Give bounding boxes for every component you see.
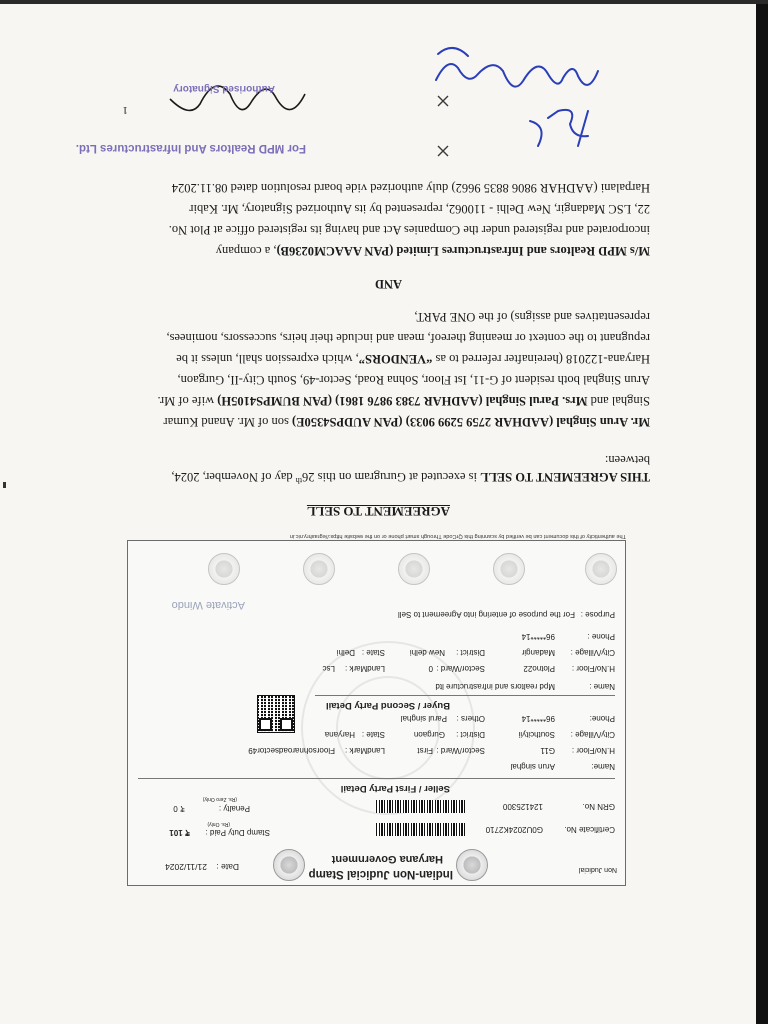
emblem-bottom-5 [208,553,240,585]
penalty-value: ₹ 0 [173,804,185,813]
non-judicial-label: Non Judicial [578,866,617,873]
fp-name-value: Arun singhal [510,762,555,771]
page-number: 1 [122,104,128,116]
cross-mark-2 [438,96,448,106]
vendor-1-bold: Mr. Arun Singhal (AADHAR 2759 5299 9033) (PAN AUDPS4350E) [291,415,650,429]
fp-landmark-value: Floorsohnaroadsector49 [248,746,335,755]
opening-line-1 [171,466,650,491]
purchaser-1-end: , a company [215,244,277,258]
second-party-rule [315,695,615,696]
fp-city-label: City/Village : [570,730,615,739]
and-separator: AND [374,277,402,291]
sp-hno-label: H.No/Floor : [571,664,615,673]
cross-mark-1 [438,146,448,156]
fp-district-value: Gurgaon [413,730,445,739]
vendor-line-4 [176,348,650,369]
vendor-line-6: representatives and assigns) of the ONE PART, [414,310,650,324]
purpose-value: For the purpose of entering into Agreement to Sell [398,610,575,619]
purchaser-1-bold: M/s MPD Realtors and Infrastructures Limited (PAN AAACM0236B) [276,244,650,258]
vendor-line-3: Arun Singhal both resident of G-11, Ist Floor, Sohna Road, Sector-49, South City-II, Gurgaon, [177,373,650,387]
vendor-4-start: Haryana-122018 (hereinafter referred to as [435,352,650,366]
stamp-subheading: Haryana Government [331,853,443,865]
grn-barcode [375,800,465,813]
certificate-value: G0U2024K2710 [485,825,543,834]
fp-district-label: District : [456,730,485,739]
opening-text: is executed at Gurugram on this 26 [302,469,477,484]
emblem-bottom-1 [585,553,617,585]
opening-bold: THIS AGREEMENT TO SELL [480,469,650,484]
vendor-2-start: Singhal and [590,394,650,408]
purchaser-line-2: incorporated and registered under the Companies Act and having its registered office at Plot No. [168,223,650,237]
duty-label: Stamp Duty Paid : [205,828,270,837]
purchaser-line-3: 22, LSC Madangir, New Delhi - 110062, represented by its Authorized Signatory, Mr. Kabir [189,202,650,216]
sp-city-label: City/Village : [570,648,615,657]
fp-others-label: Others : [456,714,485,723]
date-value: 21/11/2024 [165,862,207,872]
fp-hno-value: G11 [540,746,555,755]
purpose-label: Purpose : [580,610,615,619]
fp-hno-label: H.No/Floor : [571,746,615,755]
sp-sector-label: Sector/Ward : [436,664,485,673]
fp-landmark-label: LandMark : [344,746,385,755]
fp-state-value: Haryana [324,730,355,739]
ashoka-emblem-right [273,849,305,881]
opening-sup: th [295,476,303,485]
watermark-emblem-inner [336,676,440,780]
purchaser-line-1 [216,240,650,261]
fp-city-value: Southcityii [518,730,555,739]
company-stamp-line-1: For MPD Realtors And Infrastructures Ltd. [75,142,306,154]
sp-name-value: Mpd realtors and infrastructure ltd [435,682,555,691]
second-party-heading: Buyer / Second Party Detail [325,700,450,711]
authorised-signatory-signature [165,64,310,134]
opening-text-end: day of November, 2024, [171,469,293,484]
vendor-2-end: wife of Mr. [157,394,215,408]
grn-label: GRN No. [582,802,615,811]
sp-district-label: District : [456,648,485,657]
sp-hno-value: Plotno22 [523,664,555,673]
fp-sector-label: Sector/Ward : [436,746,485,755]
penalty-words: (Rs. Zero Only) [202,796,237,802]
fp-phone-value: 96*****14 [521,714,555,723]
first-party-heading: Seller / First Party Detail [340,783,450,794]
vendor-4-end: , which expression shall, unless it be [176,352,359,366]
sp-state-value: Delhi [336,648,355,657]
fp-sector-value: First [417,746,433,755]
sp-sector-value: 0 [428,664,433,673]
sp-phone-value: 96*****14 [521,632,555,641]
emblem-bottom-4 [303,553,335,585]
company-stamp-line-2: Authorised Signatory [173,83,275,94]
sp-phone-label: Phone : [587,632,615,641]
sp-city-value: Madangir [521,648,555,657]
fp-others-value: Parul singhal [400,714,447,723]
vendor-4-bold: “VENDORS” [358,352,433,366]
fp-name-label: Name: [591,762,615,771]
vendor-1-end: son of Mr. Anand Kumar [163,415,289,429]
certificate-barcode [375,823,465,836]
purchaser-line-4: Harpalani (AADHAR 9806 8835 9662) duly authorized vide board resolution dated 08.11.2024 [171,181,650,195]
stamp-heading: Indian-Non Judicial Stamp [308,868,453,880]
sp-state-label: State : [361,648,385,657]
signature-2-stroke [436,64,598,87]
vendor-signatures [418,31,618,166]
grn-value: 124125300 [502,802,543,811]
e-stamp-certificate [127,540,626,886]
emblem-bottom-3 [398,553,430,585]
sp-landmark-value: Lsc [322,664,335,673]
penalty-label: Penalty : [218,804,250,813]
certificate-label: Certificate No. [564,825,615,834]
date-label: Date : [216,862,239,872]
fp-phone-label: Phone: [589,714,615,723]
duty-value: ₹ 101 [169,828,190,837]
verification-qr-code [257,695,295,733]
signature-2-loop [438,48,468,56]
ashoka-emblem-left [456,849,488,881]
emblem-bottom-2 [493,553,525,585]
vendor-line-2 [158,390,650,411]
verification-note: The authenticity of this document can be verified by scanning this QrCode Through smart phone or on the website https://egrashry.nic.in [289,533,626,539]
sp-landmark-label: LandMark : [344,664,385,673]
activate-windows-overlay: Activate Windo [171,599,245,611]
first-party-rule [138,778,615,779]
agreement-title: AGREEMENT TO SELL [306,504,450,519]
duty-words: (Rs. Only) [207,821,230,827]
sp-district-value: New delhi [409,648,445,657]
vendor-2-bold: Mrs. Parul Singhal (AADHAR 7383 9876 1861) (PAN BUMPS4105H) [217,394,588,408]
signature-1-stroke [530,110,588,146]
vendor-line-5: repugnant to the context or meaning thereof, mean and include their heirs, successors, nominees, [166,331,650,345]
vendor-line-1 [164,411,650,432]
fp-state-label: State : [361,730,385,739]
opening-line-2: between: [604,453,650,467]
sp-name-label: Name : [589,682,615,691]
